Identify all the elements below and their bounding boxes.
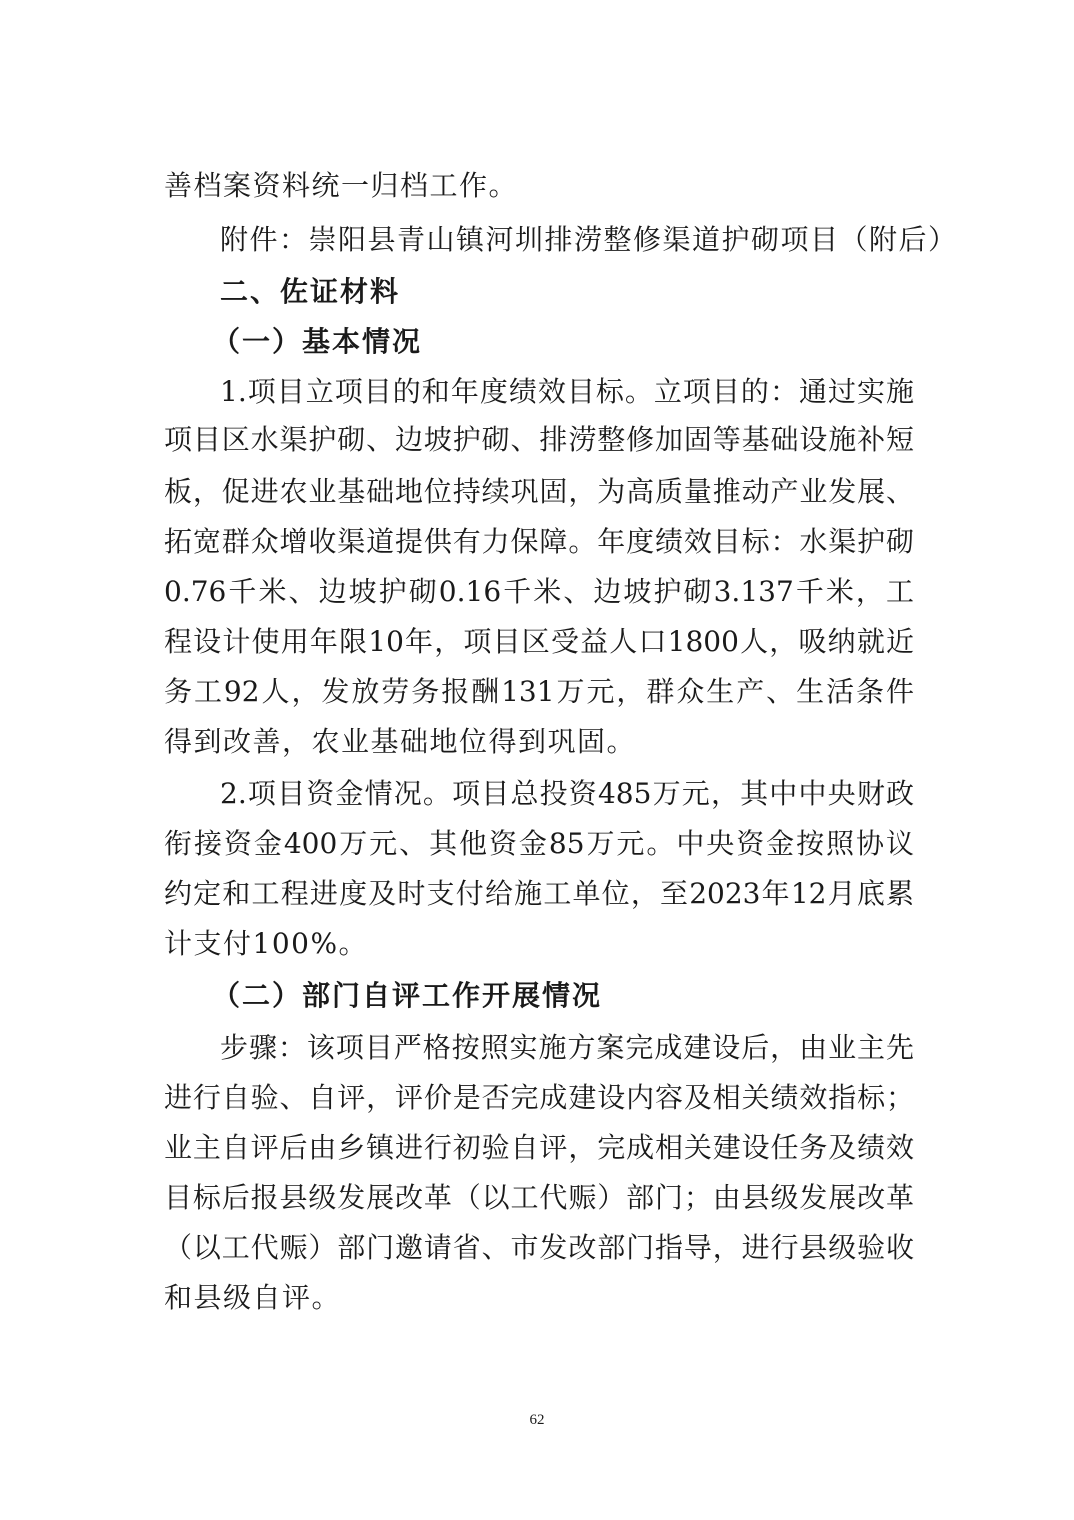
section-heading: 二、佐证材料 bbox=[220, 275, 401, 308]
text-line: 约定和工程进度及时支付给施工单位，至2023年12月底累 bbox=[164, 877, 914, 910]
text-line: 项目区水渠护砌、边坡护砌、排涝整修加固等基础设施补短 bbox=[164, 423, 914, 456]
text-line: 得到改善，农业基础地位得到巩固。 bbox=[164, 725, 637, 758]
text-line: 业主自评后由乡镇进行初验自评，完成相关建设任务及绩效 bbox=[164, 1131, 914, 1164]
text-line: 务工92人，发放劳务报酬131万元，群众生产、生活条件 bbox=[164, 675, 914, 708]
text-line: 善档案资料统一归档工作。 bbox=[164, 169, 519, 202]
text-line: 板，促进农业基础地位持续巩固，为高质量推动产业发展、 bbox=[164, 475, 914, 508]
page-number: 62 bbox=[529, 1412, 545, 1428]
text-line: 1.项目立项目的和年度绩效目标。立项目的：通过实施 bbox=[220, 375, 914, 408]
text-line: 步骤：该项目严格按照实施方案完成建设后，由业主先 bbox=[220, 1031, 914, 1064]
text-line: 0.76千米、边坡护砌0.16千米、边坡护砌3.137千米，工 bbox=[164, 575, 914, 608]
text-line: 目标后报县级发展改革（以工代赈）部门；由县级发展改革 bbox=[164, 1181, 914, 1214]
text-line: （以工代赈）部门邀请省、市发改部门指导，进行县级验收 bbox=[164, 1231, 914, 1264]
text-line: 2.项目资金情况。项目总投资485万元，其中中央财政 bbox=[220, 777, 914, 810]
text-line: 和县级自评。 bbox=[164, 1281, 342, 1314]
subsection-heading: （一）基本情况 bbox=[212, 325, 423, 358]
attachment-line: 附件：崇阳县青山镇河圳排涝整修渠道护砌项目（附后） bbox=[220, 223, 958, 256]
text-line: 衔接资金400万元、其他资金85万元。中央资金按照协议 bbox=[164, 827, 914, 860]
text-line: 拓宽群众增收渠道提供有力保障。年度绩效目标：水渠护砌 bbox=[164, 525, 914, 558]
text-line: 进行自验、自评，评价是否完成建设内容及相关绩效指标； bbox=[164, 1081, 914, 1114]
text-line: 程设计使用年限10年，项目区受益人口1800人，吸纳就近 bbox=[164, 625, 914, 658]
text-line: 计支付100%。 bbox=[164, 927, 369, 960]
subsection-heading: （二）部门自评工作开展情况 bbox=[212, 979, 603, 1012]
